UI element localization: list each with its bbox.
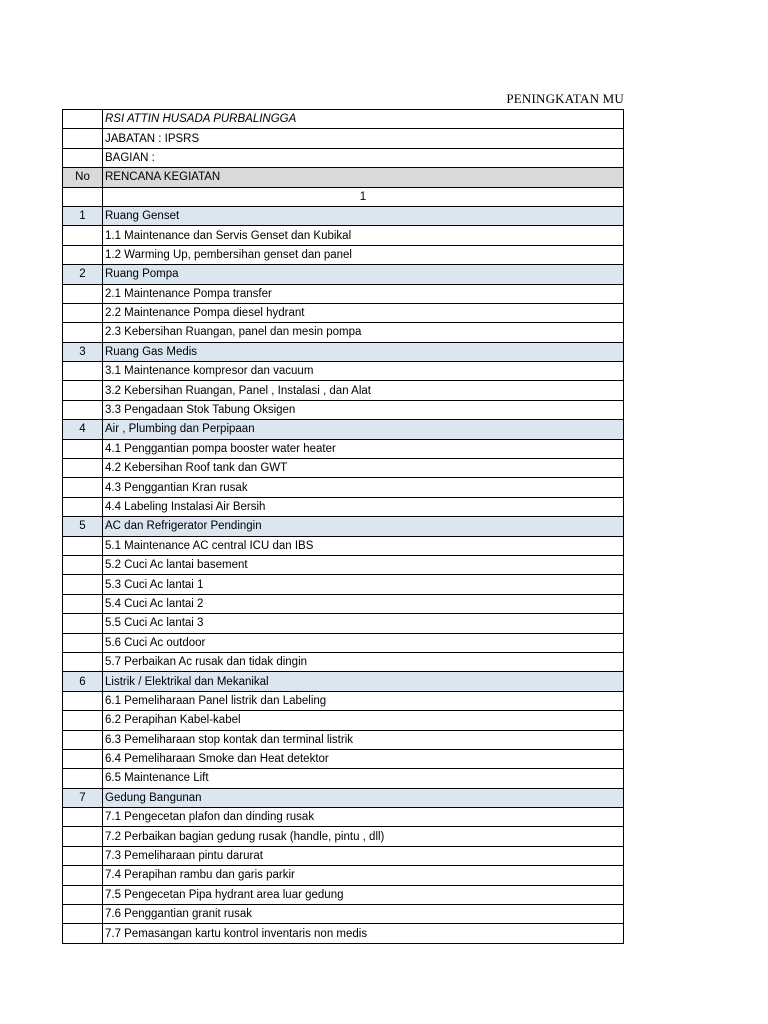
activity-row bbox=[63, 827, 624, 846]
meta-cell[interactable]: BAGIAN : bbox=[103, 148, 624, 167]
activity-row bbox=[63, 769, 624, 788]
no-cell[interactable] bbox=[63, 846, 103, 865]
section-title-cell[interactable]: AC dan Refrigerator Pendingin bbox=[103, 517, 624, 536]
section-no-cell[interactable]: 7 bbox=[63, 788, 103, 807]
activity-cell[interactable]: 7.4 Perapihan rambu dan garis parkir bbox=[103, 866, 624, 885]
section-title-cell[interactable]: Ruang Genset bbox=[103, 206, 624, 225]
activity-row bbox=[63, 905, 624, 924]
activity-row bbox=[63, 362, 624, 381]
activity-row bbox=[63, 885, 624, 904]
activity-cell[interactable]: 4.4 Labeling Instalasi Air Bersih bbox=[103, 497, 624, 516]
no-cell[interactable] bbox=[63, 187, 103, 206]
no-cell[interactable] bbox=[63, 148, 103, 167]
activity-cell[interactable]: 2.1 Maintenance Pompa transfer bbox=[103, 284, 624, 303]
no-cell[interactable] bbox=[63, 303, 103, 322]
activity-cell[interactable]: 6.4 Pemeliharaan Smoke dan Heat detektor bbox=[103, 749, 624, 768]
activity-cell[interactable]: 7.6 Penggantian granit rusak bbox=[103, 905, 624, 924]
no-cell[interactable] bbox=[63, 924, 103, 943]
no-cell[interactable] bbox=[63, 323, 103, 342]
section-no-cell[interactable]: 1 bbox=[63, 206, 103, 225]
activity-row bbox=[63, 652, 624, 671]
section-no-cell[interactable]: 4 bbox=[63, 420, 103, 439]
no-cell[interactable] bbox=[63, 827, 103, 846]
activity-cell[interactable]: 5.5 Cuci Ac lantai 3 bbox=[103, 614, 624, 633]
activity-row bbox=[63, 381, 624, 400]
section-row bbox=[63, 206, 624, 225]
activity-cell[interactable]: 7.1 Pengecetan plafon dan dinding rusak bbox=[103, 808, 624, 827]
activity-row bbox=[63, 614, 624, 633]
no-cell[interactable] bbox=[63, 284, 103, 303]
activity-cell[interactable]: 4.1 Penggantian pompa booster water heater bbox=[103, 439, 624, 458]
section-row bbox=[63, 788, 624, 807]
no-cell[interactable] bbox=[63, 400, 103, 419]
section-no-cell[interactable]: 2 bbox=[63, 265, 103, 284]
activity-table bbox=[62, 109, 624, 944]
activity-row bbox=[63, 536, 624, 555]
activity-cell[interactable]: 5.4 Cuci Ac lantai 2 bbox=[103, 594, 624, 613]
section-title-cell[interactable]: Ruang Pompa bbox=[103, 265, 624, 284]
no-cell[interactable] bbox=[63, 808, 103, 827]
no-cell[interactable] bbox=[63, 381, 103, 400]
no-cell[interactable] bbox=[63, 730, 103, 749]
activity-cell[interactable]: 6.5 Maintenance Lift bbox=[103, 769, 624, 788]
activity-row bbox=[63, 846, 624, 865]
no-cell[interactable] bbox=[63, 439, 103, 458]
activity-row bbox=[63, 478, 624, 497]
activity-cell[interactable]: 6.1 Pemeliharaan Panel listrik dan Labeling bbox=[103, 691, 624, 710]
activity-cell[interactable]: 4.2 Kebersihan Roof tank dan GWT bbox=[103, 459, 624, 478]
no-cell[interactable] bbox=[63, 866, 103, 885]
section-title-cell[interactable]: Gedung Bangunan bbox=[103, 788, 624, 807]
no-cell[interactable] bbox=[63, 555, 103, 574]
no-cell[interactable] bbox=[63, 362, 103, 381]
no-cell[interactable] bbox=[63, 769, 103, 788]
activity-row bbox=[63, 808, 624, 827]
no-cell[interactable] bbox=[63, 594, 103, 613]
activity-row bbox=[63, 245, 624, 264]
activity-row bbox=[63, 226, 624, 245]
activity-cell[interactable]: 7.7 Pemasangan kartu kontrol inventaris non medis bbox=[103, 924, 624, 943]
activity-row bbox=[63, 323, 624, 342]
activity-table-body bbox=[63, 110, 624, 944]
no-cell[interactable] bbox=[63, 497, 103, 516]
activity-row bbox=[63, 555, 624, 574]
activity-row bbox=[63, 633, 624, 652]
meta-row bbox=[63, 148, 624, 167]
activity-cell[interactable]: 5.6 Cuci Ac outdoor bbox=[103, 633, 624, 652]
page-title: PENINGKATAN MU bbox=[506, 91, 624, 106]
activity-row bbox=[63, 749, 624, 768]
meta-cell[interactable]: RSI ATTIN HUSADA PURBALINGGA bbox=[103, 110, 624, 129]
activity-row bbox=[63, 866, 624, 885]
header-row bbox=[63, 168, 624, 187]
no-cell[interactable] bbox=[63, 633, 103, 652]
activity-row bbox=[63, 575, 624, 594]
activity-cell[interactable]: 1.1 Maintenance dan Servis Genset dan Kubikal bbox=[103, 226, 624, 245]
no-cell[interactable] bbox=[63, 110, 103, 129]
activity-cell[interactable]: 2.3 Kebersihan Ruangan, panel dan mesin pompa bbox=[103, 323, 624, 342]
header-no-cell[interactable]: No bbox=[63, 168, 103, 187]
section-row bbox=[63, 265, 624, 284]
meta-cell[interactable]: JABATAN : IPSRS bbox=[103, 129, 624, 148]
no-cell[interactable] bbox=[63, 536, 103, 555]
activity-cell[interactable]: 1.2 Warming Up, pembersihan genset dan panel bbox=[103, 245, 624, 264]
activity-cell[interactable]: 3.1 Maintenance kompresor dan vacuum bbox=[103, 362, 624, 381]
section-title-cell[interactable]: Listrik / Elektrikal dan Mekanikal bbox=[103, 672, 624, 691]
no-cell[interactable] bbox=[63, 905, 103, 924]
no-cell[interactable] bbox=[63, 459, 103, 478]
no-cell[interactable] bbox=[63, 226, 103, 245]
activity-cell[interactable]: 7.5 Pengecetan Pipa hydrant area luar gedung bbox=[103, 885, 624, 904]
section-title-cell[interactable]: Air , Plumbing dan Perpipaan bbox=[103, 420, 624, 439]
activity-row bbox=[63, 594, 624, 613]
activity-cell[interactable]: 6.3 Pemeliharaan stop kontak dan terminal listrik bbox=[103, 730, 624, 749]
no-cell[interactable] bbox=[63, 652, 103, 671]
activity-cell[interactable]: 6.2 Perapihan Kabel-kabel bbox=[103, 711, 624, 730]
activity-row bbox=[63, 924, 624, 943]
section-row bbox=[63, 420, 624, 439]
activity-row bbox=[63, 691, 624, 710]
no-cell[interactable] bbox=[63, 245, 103, 264]
section-row bbox=[63, 672, 624, 691]
section-row bbox=[63, 517, 624, 536]
no-cell[interactable] bbox=[63, 575, 103, 594]
meta-row bbox=[63, 129, 624, 148]
activity-cell[interactable]: 2.2 Maintenance Pompa diesel hydrant bbox=[103, 303, 624, 322]
meta-row bbox=[63, 110, 624, 129]
activity-cell[interactable]: 3.3 Pengadaan Stok Tabung Oksigen bbox=[103, 400, 624, 419]
activity-cell[interactable]: 5.3 Cuci Ac lantai 1 bbox=[103, 575, 624, 594]
activity-row bbox=[63, 284, 624, 303]
activity-cell[interactable]: 4.3 Penggantian Kran rusak bbox=[103, 478, 624, 497]
no-cell[interactable] bbox=[63, 614, 103, 633]
activity-cell[interactable]: 7.2 Perbaikan bagian gedung rusak (handle, pintu , dll) bbox=[103, 827, 624, 846]
activity-cell[interactable]: 5.2 Cuci Ac lantai basement bbox=[103, 555, 624, 574]
no-cell[interactable] bbox=[63, 129, 103, 148]
no-cell[interactable] bbox=[63, 478, 103, 497]
no-cell[interactable] bbox=[63, 885, 103, 904]
section-no-cell[interactable]: 6 bbox=[63, 672, 103, 691]
no-cell[interactable] bbox=[63, 691, 103, 710]
activity-row bbox=[63, 711, 624, 730]
no-cell[interactable] bbox=[63, 711, 103, 730]
activity-row bbox=[63, 303, 624, 322]
activity-cell[interactable]: 5.1 Maintenance AC central ICU dan IBS bbox=[103, 536, 624, 555]
activity-cell[interactable]: 5.7 Perbaikan Ac rusak dan tidak dingin bbox=[103, 652, 624, 671]
section-no-cell[interactable]: 5 bbox=[63, 517, 103, 536]
section-title-cell[interactable]: Ruang Gas Medis bbox=[103, 342, 624, 361]
section-row bbox=[63, 342, 624, 361]
activity-cell[interactable]: 7.3 Pemeliharaan pintu darurat bbox=[103, 846, 624, 865]
no-cell[interactable] bbox=[63, 749, 103, 768]
activity-cell[interactable]: 3.2 Kebersihan Ruangan, Panel , Instalasi , dan Alat bbox=[103, 381, 624, 400]
column-number-cell[interactable]: 1 bbox=[103, 187, 624, 206]
activity-row bbox=[63, 459, 624, 478]
header-rencana-cell[interactable]: RENCANA KEGIATAN bbox=[103, 168, 624, 187]
column-number-row bbox=[63, 187, 624, 206]
section-no-cell[interactable]: 3 bbox=[63, 342, 103, 361]
activity-row bbox=[63, 497, 624, 516]
activity-row bbox=[63, 400, 624, 419]
activity-row bbox=[63, 730, 624, 749]
activity-row bbox=[63, 439, 624, 458]
